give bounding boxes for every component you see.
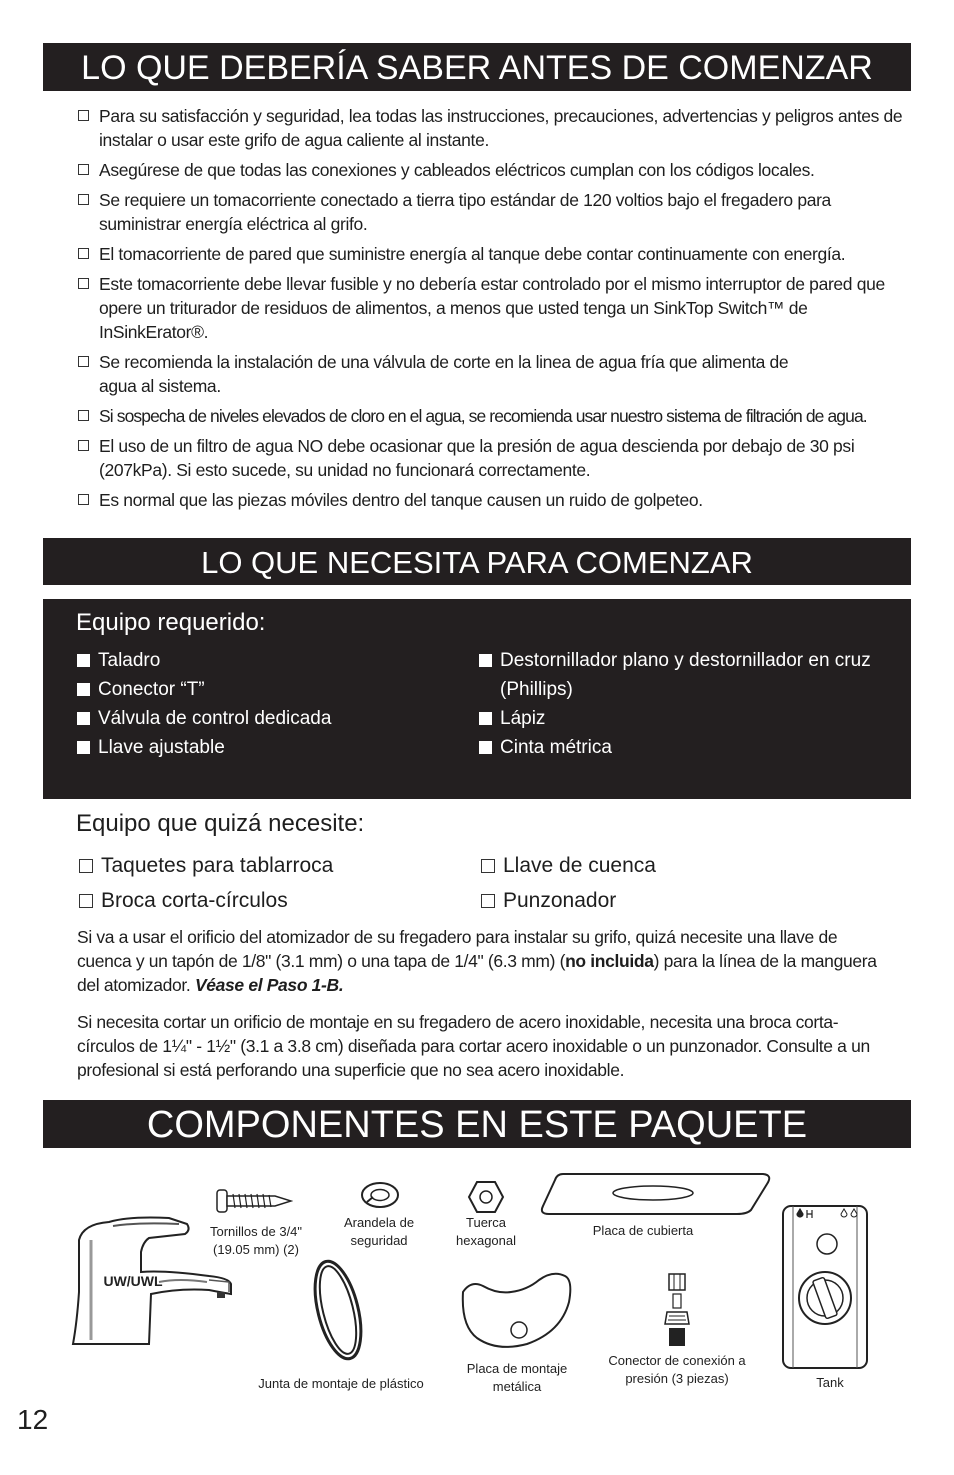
square-bullet-icon xyxy=(77,712,90,725)
required-list-right xyxy=(479,646,899,762)
step-reference: Véase el Paso 1-B. xyxy=(194,975,344,995)
list-item: Lápiz xyxy=(479,704,899,733)
tank-label: Tank xyxy=(816,1375,844,1390)
checklist-item: Se recomienda la instalación de una válvula de corte en la linea de agua fría que alimenta de agua al sistema. xyxy=(76,350,916,398)
hex-nut-icon xyxy=(467,1180,505,1214)
checkbox-icon xyxy=(78,278,89,289)
page-number: 12 xyxy=(17,1404,49,1435)
paragraph-atomizador: Si va a usar el orificio del atomizador de su fregadero para instalar su grifo, quizá necesite una llave de cuenca y un tapón de 1/8" (3.1 mm) o una tapa de 1/4" (6.3 mm) (no incluida) para la línea de la manguera del atomizador. Véase el Paso 1-B. xyxy=(77,927,877,995)
checkbox-icon xyxy=(78,356,89,367)
nut-label: Tuerca hexagonal xyxy=(456,1215,516,1248)
screws-label: Tornillos de 3/4" (19.05 mm) (2) xyxy=(209,1224,303,1257)
tank-icon xyxy=(781,1202,869,1372)
checkbox-icon xyxy=(78,194,89,205)
square-bullet-icon xyxy=(77,683,90,696)
checklist-item: Se requiere un tomacorriente conectado a tierra tipo estándar de 120 voltios bajo el fregadero para suministrar energía eléctrica al grifo. xyxy=(76,188,916,236)
checkbox-icon xyxy=(481,894,495,908)
list-item: Llave de cuenca xyxy=(479,848,656,883)
checkbox-icon xyxy=(78,440,89,451)
cover-plate-icon xyxy=(537,1172,777,1216)
list-item: Válvula de control dedicada xyxy=(77,704,437,733)
plate-label: Placa de montaje metálica xyxy=(466,1361,568,1394)
optional-title: Equipo que quizá necesite: xyxy=(76,810,365,837)
lock-washer-icon xyxy=(359,1180,401,1212)
list-item: Broca corta-círculos xyxy=(77,883,333,918)
checklist-item: Para su satisfacción y seguridad, lea todas las instrucciones, precauciones, advertencias y peligros antes de instalar o usar este grifo de agua caliente al instante. xyxy=(76,104,916,152)
list-item: Taladro xyxy=(77,646,437,675)
square-bullet-icon xyxy=(77,654,90,667)
optional-list-left xyxy=(77,848,333,918)
faucet-label: UW/UWL xyxy=(103,1273,163,1289)
required-list-left xyxy=(77,646,437,762)
gasket-label: Junta de montaje de plástico xyxy=(258,1376,424,1391)
connector-icon xyxy=(659,1272,695,1348)
cover-label: Placa de cubierta xyxy=(592,1223,694,1238)
checklist-item: Es normal que las piezas móviles dentro del tanque causen un ruido de golpeteo. xyxy=(76,488,916,512)
list-item: Llave ajustable xyxy=(77,733,437,762)
section-header-necesita xyxy=(43,538,911,585)
screw-icon xyxy=(215,1188,293,1214)
required-equipment-panel xyxy=(43,599,911,799)
section-header-componentes xyxy=(43,1100,911,1148)
checkbox-icon xyxy=(481,859,495,873)
checkbox-icon xyxy=(78,494,89,505)
checklist-item: El tomacorriente de pared que suministre energía al tanque debe contar continuamente con energía. xyxy=(76,242,916,266)
mounting-plate-icon xyxy=(457,1272,577,1352)
checkbox-icon xyxy=(78,164,89,175)
checklist-item: Si sospecha de niveles elevados de cloro en el agua, se recomienda usar nuestro sistema de filtración de agua. xyxy=(76,404,916,428)
list-item: Punzonador xyxy=(479,883,656,918)
section-title: LO QUE DEBERÍA SABER ANTES DE COMENZAR xyxy=(81,49,873,87)
checklist-item: Este tomacorriente debe llevar fusible y no debería estar controlado por el mismo interruptor de pared que opere un triturador de residuos de alimentos, a menos que usted tenga un SinkTop Switch™ de InSinkErator®. xyxy=(76,272,916,344)
gasket-icon xyxy=(303,1256,373,1366)
checkbox-icon xyxy=(78,248,89,259)
square-bullet-icon xyxy=(479,741,492,754)
components-illustration xyxy=(43,1160,911,1405)
required-title: Equipo requerido: xyxy=(76,609,266,636)
square-bullet-icon xyxy=(479,712,492,725)
checkbox-icon xyxy=(79,859,93,873)
washer-label: Arandela de seguridad xyxy=(343,1215,415,1248)
list-item: Cinta métrica xyxy=(479,733,899,762)
square-bullet-icon xyxy=(479,654,492,667)
list-item: Destornillador plano y destornillador en cruz (Phillips) xyxy=(479,646,899,704)
section-header-antes-de-comenzar xyxy=(43,43,911,91)
checkbox-icon xyxy=(78,110,89,121)
paragraph-broca: Si necesita cortar un orificio de montaje en su fregadero de acero inoxidable, necesita una broca corta-círculos de 1¼" - 1½" (3.1 a 3.8 cm) diseñada para cortar acero inoxidable o un punzonador. Consulte a un profesional si está perforando una superficie que no sea acero inoxidable. xyxy=(77,1012,870,1080)
checkbox-icon xyxy=(78,410,89,421)
section-title: LO QUE NECESITA PARA COMENZAR xyxy=(201,545,753,580)
checkbox-icon xyxy=(79,894,93,908)
section-title: COMPONENTES EN ESTE PAQUETE xyxy=(146,1104,808,1146)
list-item: Taquetes para tablarroca xyxy=(77,848,333,883)
square-bullet-icon xyxy=(77,741,90,754)
checklist-item: El uso de un filtro de agua NO debe ocasionar que la presión de agua descienda por debajo de 30 psi (207kPa). Si esto sucede, su unidad no funcionará correctamente. xyxy=(76,434,916,482)
checklist xyxy=(76,104,916,518)
checklist-item: Asegúrese de que todas las conexiones y cableados eléctricos cumplan con los códigos locales. xyxy=(76,158,916,182)
list-item: Conector “T” xyxy=(77,675,437,704)
connector-label: Conector de conexión a presión (3 piezas) xyxy=(608,1353,746,1386)
optional-list-right xyxy=(479,848,656,918)
